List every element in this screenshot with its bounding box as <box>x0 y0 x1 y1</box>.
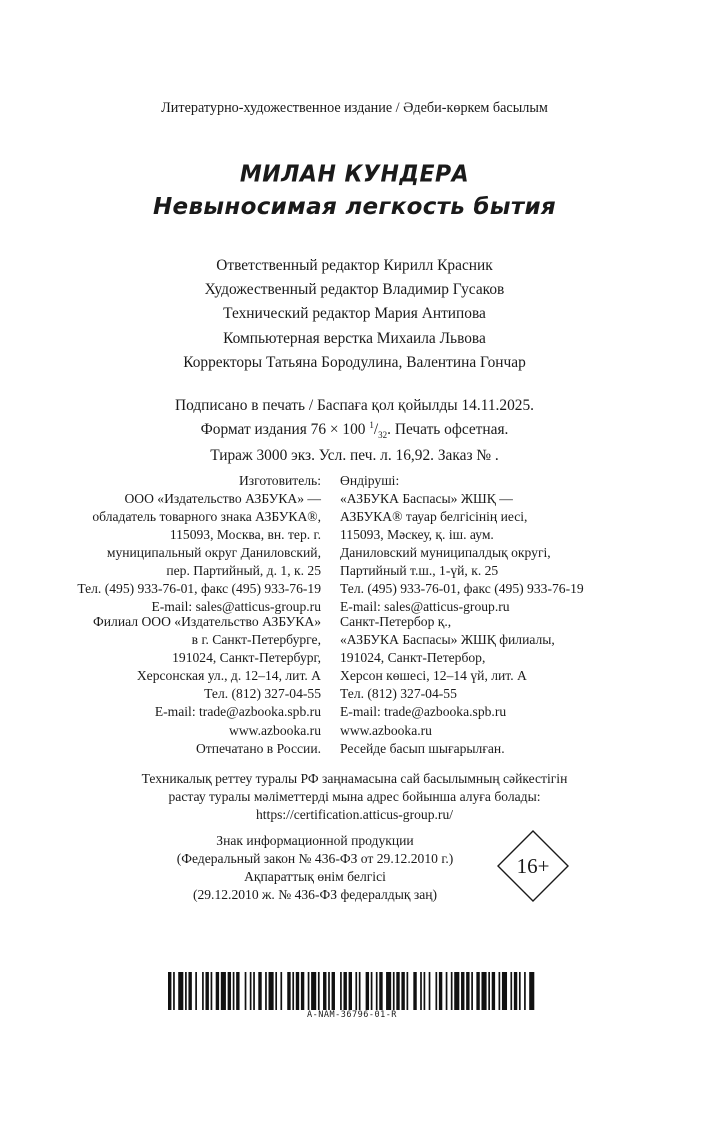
barcode-bar <box>275 972 277 1010</box>
barcode-bar <box>502 972 507 1010</box>
barcode-bar <box>446 972 448 1010</box>
barcode-bar <box>250 972 252 1010</box>
website-link[interactable]: www.azbooka.ru <box>229 723 321 738</box>
info-sign-line: (Федеральный закон № 436-ФЗ от 29.12.2010 г.) <box>176 851 454 866</box>
barcode-bar <box>195 972 197 1010</box>
barcode-bar <box>343 972 346 1010</box>
barcode-bar <box>386 972 391 1010</box>
barcode-bar <box>454 972 459 1010</box>
barcode-bar <box>401 972 404 1010</box>
branch-line: «АЗБУКА Баспасы» ЖШҚ филиалы, <box>340 632 555 647</box>
manufacturer-line: АЗБУКА® тауар белгісінің иесі, <box>340 509 528 524</box>
barcode-bar <box>471 972 473 1010</box>
barcode-bar <box>221 972 226 1010</box>
manufacturer-line: Өндіруші: <box>340 473 400 488</box>
barcode-bar <box>265 972 267 1010</box>
barcode-bar <box>236 972 239 1010</box>
age-rating-badge <box>496 829 570 903</box>
format-sub: 32 <box>378 430 388 440</box>
info-sign-block <box>150 832 480 904</box>
branch-line: Херсонская ул., д. 12–14, лит. А <box>136 668 321 683</box>
manufacturer-line: 115093, Мәскеу, қ. іш. аум. <box>340 527 494 542</box>
barcode-bar <box>396 972 399 1010</box>
signed-date: Подписано в печать / Баспаға қол қойылды 14.11.2025. <box>174 397 535 414</box>
manufacturer-line: Тел. (495) 933-76-01, факс (495) 933-76-19 <box>77 581 321 596</box>
credit-line: Технический редактор Мария Антипова <box>223 305 486 323</box>
barcode-bar <box>355 972 357 1010</box>
credit-line: Художественный редактор Владимир Гусаков <box>204 281 505 299</box>
manufacturer-line: Партийный т.ш., 1-үй, к. 25 <box>340 563 499 578</box>
branch-line: E-mail: trade@azbooka.spb.ru <box>154 704 321 719</box>
manufacturer-line: Изготовитель: <box>238 473 321 488</box>
format-sup: 1 <box>369 419 374 430</box>
certification-url[interactable]: https://certification.atticus-group.ru/ <box>255 807 454 822</box>
barcode-bar <box>407 972 409 1010</box>
branch-line: Тел. (812) 327-04-55 <box>340 686 457 701</box>
barcode-bar <box>188 972 191 1010</box>
format-line <box>0 416 709 446</box>
barcode-bar <box>476 972 479 1010</box>
manufacturer-line: Тел. (495) 933-76-01, факс (495) 933-76-19 <box>340 581 584 596</box>
branch-line: 191024, Санкт-Петербор, <box>340 650 486 665</box>
barcode-bar <box>379 972 382 1010</box>
barcode-bar <box>202 972 204 1010</box>
barcode-bar <box>514 972 517 1010</box>
barcode-text: A-NAM-36796-01-R <box>307 1010 397 1020</box>
barcode-bar <box>349 972 352 1010</box>
manufacturer-left <box>40 472 321 616</box>
credit-line: Ответственный редактор Кирилл Красник <box>216 257 493 274</box>
barcode-bar <box>301 972 304 1010</box>
barcode-bar <box>318 972 320 1010</box>
barcode-bar <box>296 972 299 1010</box>
manufacturer-right <box>340 472 670 616</box>
certification-line: Техникалық реттеу туралы РФ заңнамасына сай басылымның сәйкестігін <box>141 771 568 786</box>
barcode-bar <box>424 972 426 1010</box>
manufacturer-line: «АЗБУКА Баспасы» ЖШҚ — <box>340 491 513 506</box>
barcode-bar <box>253 972 255 1010</box>
barcode-bar <box>245 972 247 1010</box>
barcode-bar <box>519 972 521 1010</box>
barcode <box>168 972 536 1010</box>
barcode-bar <box>292 972 294 1010</box>
certification-line: растау туралы мәліметтерді мына адрес бойынша алуға болады: <box>168 789 541 804</box>
branch-line: Филиал ООО «Издательство АЗБУКА» <box>93 614 321 629</box>
branch-left <box>40 613 321 721</box>
website-link[interactable]: www.azbooka.ru <box>340 723 432 738</box>
barcode-bar <box>359 972 361 1010</box>
branch-right <box>340 613 670 721</box>
branch-line: E-mail: trade@azbooka.spb.ru <box>340 704 507 719</box>
branch-line: Санкт-Петербор қ., <box>340 614 452 629</box>
barcode-bar <box>258 972 261 1010</box>
barcode-bar <box>529 972 534 1010</box>
barcode-bar <box>481 972 486 1010</box>
credit-line: Компьютерная верстка Михаила Львова <box>223 329 486 347</box>
barcode-bar <box>366 972 369 1010</box>
series-line: Литературно-художественное издание / Әдеби-көркем басылым <box>161 100 548 116</box>
barcode-bar <box>269 972 274 1010</box>
barcode-bar <box>461 972 464 1010</box>
manufacturer-line: ООО «Издательство АЗБУКА» — <box>124 491 321 506</box>
barcode-bar <box>211 972 213 1010</box>
manufacturer-line: Даниловский муниципалдық округі, <box>340 545 551 560</box>
info-sign-line: Знак информационной продукции <box>216 833 414 848</box>
barcode-bar <box>185 972 187 1010</box>
print-info <box>0 396 709 466</box>
barcode-bar <box>332 972 335 1010</box>
barcode-bar <box>287 972 290 1010</box>
manufacturer-line: обладатель товарного знака АЗБУКА®, <box>92 509 321 524</box>
printed-in: Отпечатано в России. <box>195 741 321 756</box>
credit-line: Корректоры Татьяна Бородулина, Валентина Гончар <box>183 353 526 371</box>
book-title: Невыносимая легкость бытия <box>153 194 556 220</box>
branch-line: в г. Санкт-Петербурге, <box>191 632 321 647</box>
barcode-bar <box>435 972 437 1010</box>
branch-line: Херсон көшесі, 12–14 үй, лит. А <box>340 668 527 683</box>
barcode-bar <box>371 972 373 1010</box>
book-author: МИЛАН КУНДЕРА <box>239 161 470 188</box>
manufacturer-line: E-mail: sales@atticus-group.ru <box>151 599 321 614</box>
barcode-bar <box>429 972 431 1010</box>
branch-line: Тел. (812) 327-04-55 <box>204 686 321 701</box>
info-sign-line: (29.12.2010 ж. № 436-ФЗ федералдық заң) <box>192 887 438 902</box>
format-suffix: . Печать офсетная. <box>387 420 509 438</box>
barcode-bar <box>340 972 342 1010</box>
barcode-bar <box>524 972 526 1010</box>
barcode-bar <box>488 972 490 1010</box>
barcode-bar <box>328 972 330 1010</box>
barcode-bar <box>205 972 208 1010</box>
barcode-bar <box>439 972 442 1010</box>
printed-in: Ресейде басып шығарылған. <box>340 741 505 756</box>
footer-right <box>340 722 670 758</box>
barcode-bar <box>323 972 326 1010</box>
barcode-bar <box>376 972 378 1010</box>
barcode-bar <box>168 972 171 1010</box>
barcode-bar <box>510 972 512 1010</box>
barcode-bar <box>308 972 310 1010</box>
age-rating-text: 16+ <box>516 854 550 878</box>
format-prefix: Формат издания 76 × 100 <box>200 420 370 438</box>
certification-notice <box>0 770 709 824</box>
barcode-bar <box>451 972 453 1010</box>
barcode-bar <box>280 972 282 1010</box>
barcode-bar <box>178 972 183 1010</box>
barcode-bar <box>420 972 422 1010</box>
manufacturer-line: пер. Партийный, д. 1, к. 25 <box>166 563 321 578</box>
credits-block <box>0 254 709 375</box>
format-sep: / <box>373 420 379 438</box>
barcode-bar <box>228 972 231 1010</box>
manufacturer-line: E-mail: sales@atticus-group.ru <box>340 599 510 614</box>
barcode-bar <box>216 972 219 1010</box>
barcode-bar <box>413 972 416 1010</box>
barcode-bar <box>466 972 469 1010</box>
info-sign-line: Ақпараттық өнім белгісі <box>244 869 386 884</box>
barcode-bar <box>393 972 395 1010</box>
barcode-bar <box>499 972 501 1010</box>
barcode-bar <box>492 972 495 1010</box>
manufacturer-line: муниципальный округ Даниловский, <box>106 545 321 560</box>
footer-left <box>40 722 321 758</box>
run-info: Тираж 3000 экз. Усл. печ. л. 16,92. Заказ № . <box>210 446 499 464</box>
barcode-bar <box>311 972 316 1010</box>
branch-line: 191024, Санкт-Петербург, <box>172 650 321 665</box>
barcode-bar <box>173 972 175 1010</box>
barcode-bar <box>233 972 235 1010</box>
manufacturer-line: 115093, Москва, вн. тер. г. <box>169 527 321 542</box>
